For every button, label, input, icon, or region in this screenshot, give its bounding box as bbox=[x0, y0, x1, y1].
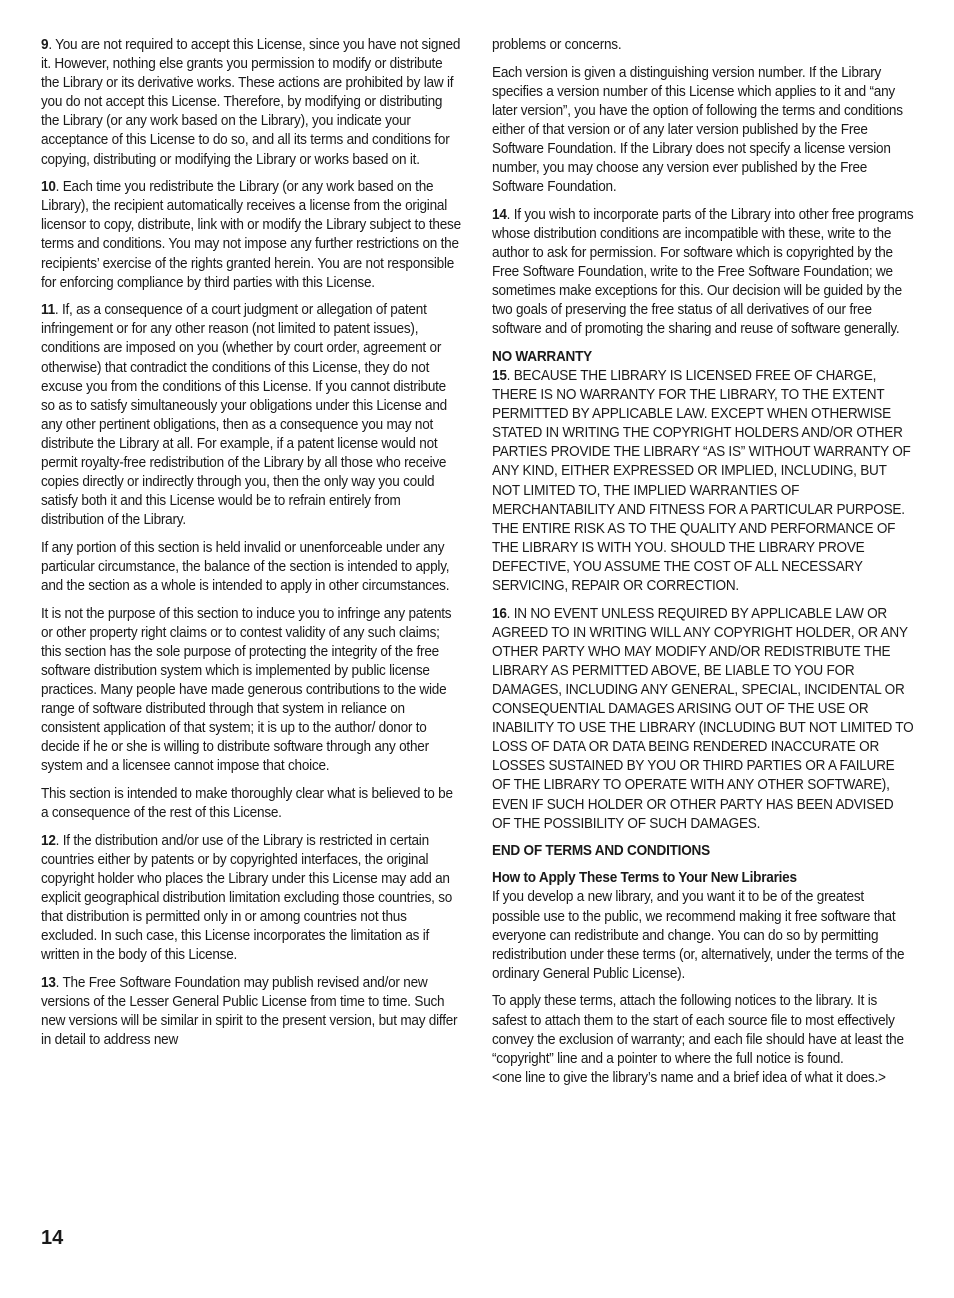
section-text: . BECAUSE THE LIBRARY IS LICENSED FREE OF CHARGE, THERE IS NO WARRANTY FOR THE LIBRARY, TO THE EXTENT PERMITTED BY APPLICABLE LAW. EXCEPT WHEN OTHERWISE STATED IN WRITING THE COPYRIGHT HOLDERS AND/OR OTHER PARTIES PROVIDE THE LIBRARY “AS IS” WITHOUT WARRANTY OF ANY KIND, EITHER EXPRESSED OR IMPLIED, INCLUDING, BUT NOT LIMITED TO, THE IMPLIED WARRANTIES OF MERCHANTABILITY AND FITNESS FOR A PARTICULAR PURPOSE. THE ENTIRE RISK AS TO THE QUALITY AND PERFORMANCE OF THE LIBRARY IS WITH YOU. SHOULD THE LIBRARY PROVE DEFECTIVE, YOU ASSUME THE COST OF ALL NECESSARY SERVICING, REPAIR OR CORRECTION. bbox=[492, 368, 911, 595]
paragraph: If you develop a new library, and you want it to be of the greatest possible use to the public, we recommend making it free software that everyone can redistribute and change. You can do so by permitting redistribution under these terms (or, alternatively, under the terms of the ordinary General Public License). bbox=[492, 889, 905, 982]
paragraph: To apply these terms, attach the following notices to the library. It is safest to attach them to the start of each source file to most effectively convey the exclusion of warranty; and each file should have at least the “copyright” line and a pointer to where the full notice is found. bbox=[492, 993, 904, 1067]
section-10 bbox=[41, 178, 463, 293]
section-text: . The Free Software Foundation may publish revised and/or new versions of the Lesser General Public License from time to time. Such new versions will be similar in spirit to the present version, but may differ in detail to address new bbox=[41, 974, 458, 1049]
no-warranty-heading: NO WARRANTY bbox=[492, 348, 592, 365]
paragraph: Each version is given a distinguishing version number. If the Library specifies a version number of this License which applies to it and “any later version”, you have the option of following the terms and conditions either of that version or of any later version published by the Free Software Foundation. If the Library does not specify a license version number, you may choose any version ever published by the Free Software Foundation. bbox=[492, 64, 903, 196]
left-column bbox=[41, 36, 463, 1050]
section-number: 16 bbox=[492, 605, 507, 622]
section-14 bbox=[492, 206, 914, 340]
paragraph: This section is intended to make thoroughly clear what is believed to be a consequence of the rest of this License. bbox=[41, 785, 453, 822]
notice-placeholder: <one line to give the library’s name and a brief idea of what it does.> bbox=[492, 1069, 886, 1086]
section-number: 14 bbox=[492, 206, 507, 223]
section-text: . If you wish to incorporate parts of the Library into other free programs whose distribution conditions are incompatible with these, write to the author to ask for permission. For software which is copyrighted by the Free Software Foundation, write to the Free Software Foundation; we sometimes make exceptions for this. Our decision will be guided by the two goals of preserving the free status of all derivatives of our free software and of promoting the sharing and reuse of software generally. bbox=[492, 206, 914, 338]
section-16 bbox=[492, 605, 914, 834]
section-15 bbox=[492, 367, 914, 596]
section-13 bbox=[41, 974, 463, 1050]
section-text: . Each time you redistribute the Library (or any work based on the Library), the recipient automatically receives a license from the original licensor to copy, distribute, link with or modify the Library subject to these terms and conditions. You may not impose any further restrictions on the recipients’ exercise of the rights granted herein. You are not responsible for enforcing compliance by third parties with this License. bbox=[41, 179, 461, 291]
section-text: . IN NO EVENT UNLESS REQUIRED BY APPLICABLE LAW OR AGREED TO IN WRITING WILL ANY COPYRIGHT HOLDER, OR ANY OTHER PARTY WHO MAY MODIFY AND/OR REDISTRIBUTE THE LIBRARY AS PERMITTED ABOVE, BE LIABLE TO YOU FOR DAMAGES, INCLUDING ANY GENERAL, SPECIAL, INCIDENTAL OR CONSEQUENTIAL DAMAGES ARISING OUT OF THE USE OR INABILITY TO USE THE LIBRARY (INCLUDING BUT NOT LIMITED TO LOSS OF DATA OR DATA BEING RENDERED INACCURATE OR LOSSES SUSTAINED BY YOU OR THIRD PARTIES OR A FAILURE OF THE LIBRARY TO OPERATE WITH ANY OTHER SOFTWARE), EVEN IF SUCH HOLDER OR OTHER PARTY HAS BEEN ADVISED OF THE POSSIBILITY OF SUCH DAMAGES. bbox=[492, 605, 914, 832]
section-number: 11 bbox=[41, 302, 55, 319]
section-11 bbox=[41, 301, 463, 530]
section-text: . If, as a consequence of a court judgment or allegation of patent infringement or for any other reason (not limited to patent issues), conditions are imposed on you (whether by court order, agreement or otherwise) that contradict the conditions of this License, they do not excuse you from the conditions of this License. If you cannot distribute so as to satisfy simultaneously your obligations under this License and any other pertinent obligations, then as a consequence you may not distribute the Library at all. For example, if a patent license would not permit royalty-free redistribution of the Library by all those who receive copies directly or indirectly through you, then the only way you could satisfy both it and this License would be to refrain entirely from distribution of the Library. bbox=[41, 302, 447, 529]
section-number: 13 bbox=[41, 974, 56, 991]
section-text: . You are not required to accept this License, since you have not signed it. However, nothing else grants you permission to modify or distribute the Library or its derivative works. These actions are prohibited by law if you do not accept this License. Therefore, by modifying or distributing the Library (or any work based on the Library), you indicate your acceptance of this License to do so, and all its terms and conditions for copying, distributing or modifying the Library or works based on it. bbox=[41, 37, 461, 168]
section-number: 9 bbox=[41, 37, 49, 53]
paragraph: problems or concerns. bbox=[492, 37, 622, 53]
right-column bbox=[492, 36, 914, 1088]
paragraph: If any portion of this section is held invalid or unenforceable under any particular circumstance, the balance of the section is intended to apply, and the section as a whole is intended to apply in other circumstances. bbox=[41, 539, 450, 595]
page-number: 14 bbox=[41, 1227, 64, 1249]
section-number: 15 bbox=[492, 368, 507, 384]
section-number: 10 bbox=[41, 179, 56, 196]
section-9 bbox=[41, 36, 463, 170]
section-number: 12 bbox=[41, 832, 56, 849]
end-of-terms-heading: END OF TERMS AND CONDITIONS bbox=[492, 843, 710, 860]
paragraph: It is not the purpose of this section to induce you to infringe any patents or other property right claims or to contest validity of any such claims; this section has the sole purpose of protecting the integrity of the free software distribution system which is implemented by public license practices. Many people have made generous contributions to the wide range of software distributed through that system in reliance on consistent application of that system; it is up to the author/ donor to decide if he or she is willing to distribute software through any other system and a licensee cannot impose that choice. bbox=[41, 605, 452, 775]
section-text: . If the distribution and/or use of the Library is restricted in certain countries either by patents or by copyrighted interfaces, the original copyright holder who places the Library under this License may add an explicit geographical distribution limitation excluding those countries, so that distribution is permitted only in or among countries not thus excluded. In such case, this License incorporates the limitation as if written in the body of this License. bbox=[41, 832, 453, 964]
how-to-apply-heading: How to Apply These Terms to Your New Libraries bbox=[492, 870, 797, 887]
section-12 bbox=[41, 832, 463, 966]
